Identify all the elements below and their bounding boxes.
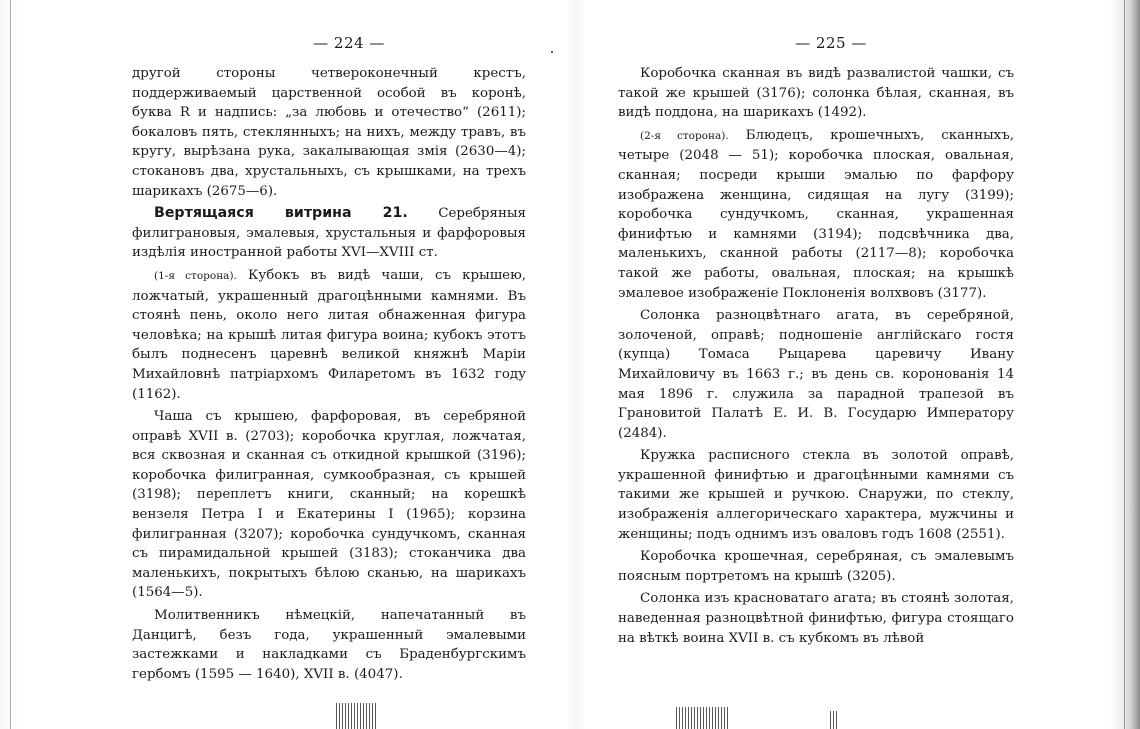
scan-artifact-center: [676, 707, 730, 729]
side-label-1: (1-я сторона).: [154, 269, 237, 282]
gutter-speck: [551, 51, 553, 53]
left-paragraph-4: [132, 407, 526, 603]
right-paragraph-4-text: Кружка расписного стекла въ золотой оправѣ, украшенной финифтью и драгоцѣнными камнями съ такими же крышей и ручкою. Снаружи, по стеклу, изображенія аллегорическаго характера, мужчины и женщины; подъ однимъ изъ оваловъ годъ 1608 (2551).: [618, 448, 1014, 542]
right-paragraph-5: [618, 547, 1014, 586]
right-paragraph-1-text: Коробочка сканная въ видѣ развалистой чашки, съ такой же крышей (3176); солонка бѣлая, сканная, въ видѣ поддона, на шарикахъ (1492).: [618, 66, 1014, 121]
right-paragraph-1: [618, 64, 1014, 123]
right-paragraph-4: [618, 446, 1014, 544]
scan-artifact-right: [830, 711, 838, 729]
scan-artifact-left: [336, 703, 378, 729]
left-paragraph-4-text: Чаша съ крышею, фарфоровая, въ серебряной оправѣ XVII в. (2703); коробочка круглая, ложчатая, вся сквозная и сканная съ откидной крышкой (3196); коробочка филигранная, сумкообразная, съ крышей (3198); переплетъ книги, сканный; на корешкѣ вензеля Петра I и Екатерины I (1965); корзина филигранная (3207); коробочка сундучкомъ, сканная съ пирамидальной крышей (3183); стоканчика два маленькихъ, покрытыхъ бѣлою сканью, на шарикахъ (1564—5).: [132, 409, 526, 601]
right-paragraph-3: [618, 306, 1014, 443]
right-edge-mark: [1124, 0, 1125, 729]
left-paragraph-1-text: другой стороны четвероконечный крестъ, поддерживаемый царственной особой въ коронѣ, буква R и надпись: „за любовь и отечество“ (2611); бокаловъ пять, стеклянныхъ; на нихъ, между травъ, въ кругу, вырѣзана рука, закалывающая змія (2630—4); стокановъ два, хрустальныхъ, съ крышками, на трехъ шарикахъ (2675—6).: [132, 66, 526, 199]
right-paragraph-2-text: Блюдецъ, крошечныхъ, сканныхъ, четыре (2048 — 51); коробочка плоская, овальная, сканная; посреди крыши эмалью по фарфору изображена женщина, сидящая на лугу (3199); коробочка сундучкомъ, сканная, украшенная финифтью и камнями (3194); подсвѣчника два, маленькихъ, сканной работы (2117—8); коробочка такой же работы, овальная, плоская; на крышкѣ эмалевое изображеніе Поклоненія волхвовъ (3177).: [618, 127, 1014, 301]
left-paragraph-1: [132, 64, 526, 201]
left-edge-mark: [10, 0, 11, 729]
left-paragraph-2: [132, 204, 526, 263]
book-gutter: [566, 0, 586, 729]
right-paragraph-2: [618, 126, 1014, 303]
left-paragraph-3: [132, 266, 526, 404]
section-heading: Вертящаяся витрина 21.: [154, 205, 408, 222]
right-paragraph-3-text: Солонка разноцвѣтнаго агата, въ серебряной, золоченой, оправѣ; подношеніе англійскаго гостя (купца) Томаса Рыцарева царевичу Ивану Михайловичу въ 1663 г.; въ день св. коронованія 14 мая 1896 г. служила за парадной трапезой въ Грановитой Палатѣ Е. И. В. Государю Императору (2484).: [618, 308, 1014, 441]
right-page: [618, 33, 1014, 651]
left-paragraph-5: [132, 606, 526, 684]
right-paragraph-5-text: Коробочка крошечная, серебряная, съ эмалевымъ поясным портретомъ на крышѣ (3205).: [618, 549, 1014, 584]
left-page: [132, 33, 526, 687]
left-paragraph-2-text: Серебряныя филиграновыя, эмалевыя, хрустальныя и фарфоровыя издѣлія иностранной работы XVI—XVIII ст.: [132, 206, 526, 261]
side-label-2: (2-я сторона).: [640, 129, 729, 142]
left-paragraph-3-text: Кубокъ въ видѣ чаши, съ крышею, ложчатый, украшенный драгоцѣнными камнями. Въ стоянѣ пень, около него литая обнаженная фигура человѣка; на крышѣ литая фигура воина; кубокъ этотъ былъ поднесенъ царевнѣ великой княжнѣ Маріи Михайловнѣ патріархомъ Филаретомъ въ 1632 году (1162).: [132, 267, 526, 402]
left-paragraph-5-text: Молитвенникъ нѣмецкій, напечатанный въ Данцигѣ, безъ года, украшенный эмалевыми застежками и накладками съ Браденбургскимъ гербомъ (1595 — 1640), XVII в. (4047).: [132, 608, 526, 682]
page-number-right: — 225 —: [795, 34, 867, 52]
right-paragraph-6-text: Солонка изъ красноватаго агата; въ стоянѣ золотая, наведенная разноцвѣтной финифтью, фигура стоящаго на вѣткѣ воина XVII в. съ кубкомъ въ лѣвой: [618, 591, 1014, 646]
right-paragraph-6: [618, 589, 1014, 648]
page-number-left: — 224 —: [313, 34, 385, 52]
